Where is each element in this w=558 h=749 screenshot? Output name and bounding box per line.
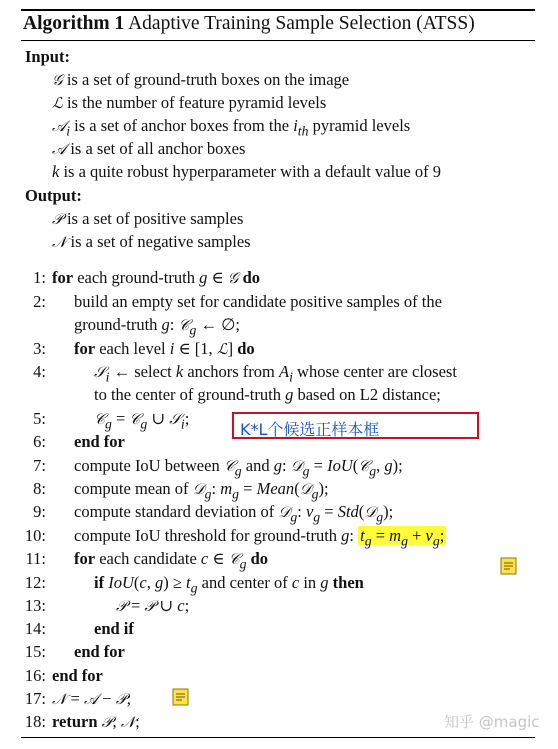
line-number: 5: bbox=[33, 409, 46, 428]
threshold-highlight: $t_g = m_g + v_g$; bbox=[360, 526, 445, 549]
step-12: if IoU(c, $g) \ge t_g$ and center of c in g then bbox=[94, 573, 364, 596]
step-8: compute mean of 𝒟$_g$: $m_g$ = Mean(𝒟$_g$); bbox=[74, 479, 329, 502]
step-18: return 𝒫, 𝒩; bbox=[52, 712, 140, 731]
step-17: 𝒩 = 𝒜 − 𝒫; bbox=[52, 689, 132, 708]
annotation-box bbox=[232, 412, 479, 439]
line-number: 6: bbox=[33, 432, 46, 451]
step-3: for each level i ∈ [1, ℒ] do bbox=[74, 339, 255, 358]
step-2: build an empty set for candidate positive samples of the bbox=[74, 292, 442, 311]
title-rule bbox=[21, 40, 535, 41]
line-number: 11: bbox=[25, 549, 46, 568]
step-1: for each ground-truth g ∈ 𝒢 do bbox=[52, 268, 261, 287]
input-label: Input: bbox=[25, 47, 70, 66]
line-number: 1: bbox=[33, 268, 46, 287]
step-11: for each candidate c ∈ 𝒞$_g$ do bbox=[74, 549, 269, 572]
line-number: 8: bbox=[33, 479, 46, 498]
annotation-text: K*L个候选正样本框 bbox=[240, 420, 380, 439]
algorithm-name: Adaptive Training Sample Selection (ATSS) bbox=[128, 13, 475, 34]
line-number: 15: bbox=[24, 642, 46, 661]
step-14: end if bbox=[94, 619, 134, 638]
step-13: 𝒫 = 𝒫 ∪ c; bbox=[116, 596, 190, 615]
step-6: end for bbox=[74, 432, 125, 451]
step-2-cont: ground-truth g: 𝒞$_g$ ← ∅; bbox=[74, 315, 241, 338]
line-number: 10: bbox=[24, 526, 46, 545]
note-icon[interactable] bbox=[172, 688, 189, 706]
line-number: 14: bbox=[24, 619, 46, 638]
line-number: 12: bbox=[24, 573, 46, 592]
input-item-A: 𝒜 is a set of all anchor boxes bbox=[52, 139, 246, 158]
step-5: 𝒞$_g$ = 𝒞$_g$ ∪ 𝒮$_i$; bbox=[94, 409, 190, 432]
algorithm-number: Algorithm 1 bbox=[23, 13, 125, 34]
top-rule bbox=[21, 9, 535, 11]
bottom-rule bbox=[21, 737, 535, 738]
output-label: Output: bbox=[25, 186, 82, 205]
input-item-Ai: 𝒜$_i$ is a set of anchor boxes from the $i_{th}$ pyramid levels bbox=[52, 116, 411, 139]
step-7: compute IoU between 𝒞$_g$ and g: 𝒟$_g$ = IoU(𝒞$_g$, g); bbox=[74, 456, 403, 479]
line-number: 3: bbox=[33, 339, 46, 358]
step-9: compute standard deviation of 𝒟$_g$: $v_g$ = Std(𝒟$_g$); bbox=[74, 502, 394, 525]
line-number: 7: bbox=[33, 456, 46, 475]
input-item-G: 𝒢 is a set of ground-truth boxes on the image bbox=[52, 70, 350, 89]
line-number: 9: bbox=[33, 502, 46, 521]
line-number: 13: bbox=[24, 596, 46, 615]
watermark: 知乎 @magic bbox=[444, 713, 540, 731]
output-item-P: 𝒫 is a set of positive samples bbox=[52, 209, 244, 228]
line-number: 18: bbox=[24, 712, 46, 731]
step-16: end for bbox=[52, 666, 103, 685]
line-number: 2: bbox=[33, 292, 46, 311]
step-10: compute IoU threshold for ground-truth g: $t_g = m_g + v_g$; bbox=[74, 526, 445, 549]
algorithm-title bbox=[23, 13, 475, 35]
step-15: end for bbox=[74, 642, 125, 661]
step-4-cont: to the center of ground-truth g based on L2 distance; bbox=[94, 385, 441, 404]
input-item-k: k is a quite robust hyperparameter with a default value of 9 bbox=[52, 162, 441, 181]
note-icon[interactable] bbox=[500, 557, 517, 575]
line-number: 17: bbox=[24, 689, 46, 708]
line-number: 16: bbox=[24, 666, 46, 685]
output-item-N: 𝒩 is a set of negative samples bbox=[52, 232, 251, 251]
line-number: 4: bbox=[33, 362, 46, 381]
input-item-L: ℒ is the number of feature pyramid levels bbox=[52, 93, 327, 112]
step-4: 𝒮$_i$ ← select k anchors from $A_i$ whose center are closest bbox=[94, 362, 457, 385]
